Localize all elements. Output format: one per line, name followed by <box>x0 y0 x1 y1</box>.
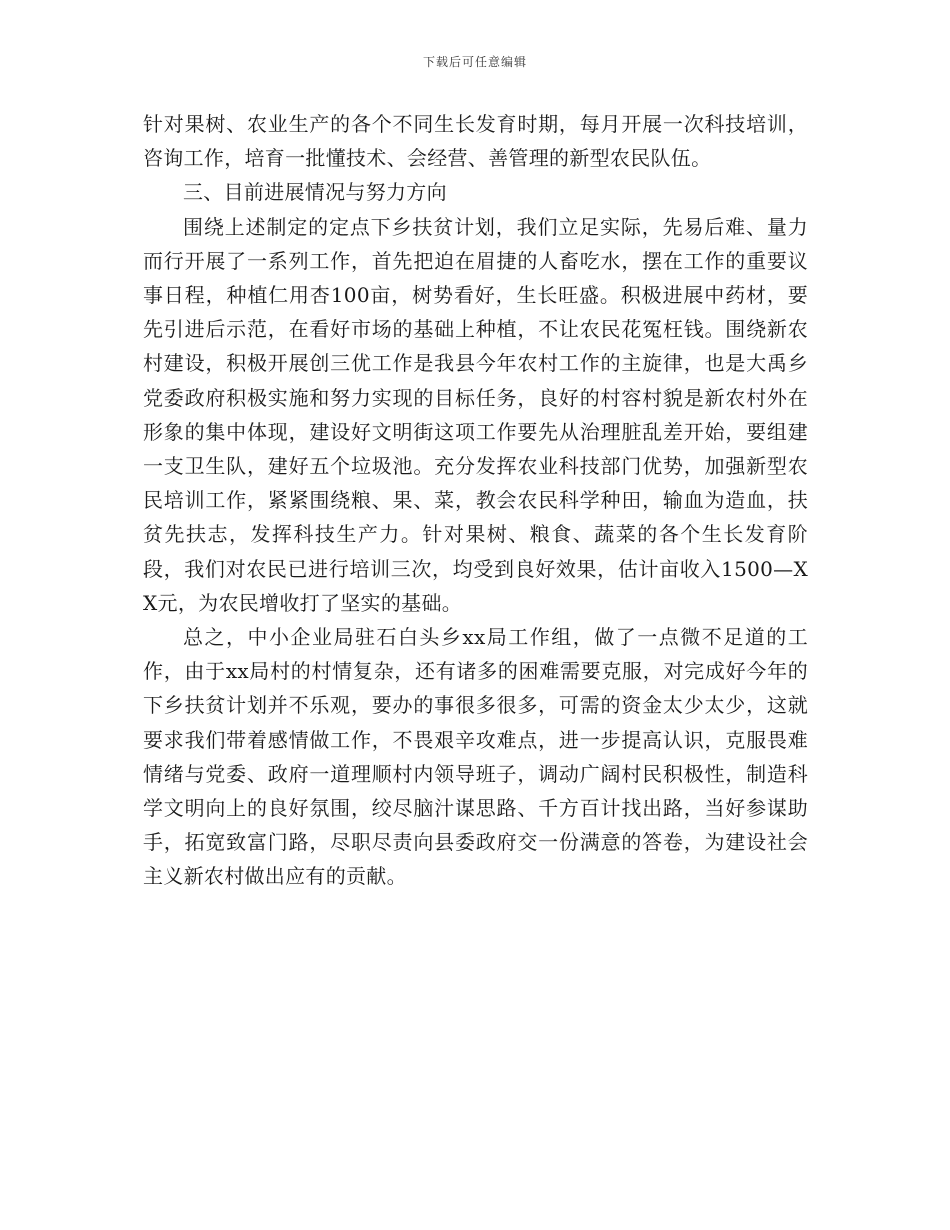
paragraph-progress: 围绕上述制定的定点下乡扶贫计划，我们立足实际，先易后难、量力而行开展了一系列工作，首先把迫在眉捷的人畜吃水，摆在工作的重要议事日程，种植仁用杏100亩，树势看好，生长旺盛。积极进展中药材，要先引进后示范，在看好市场的基础上种植，不让农民花冤枉钱。围绕新农村建设，积极开展创三优工作是我县今年农村工作的主旋律，也是大禹乡党委政府积极实施和努力实现的目标任务，良好的村容村貌是新农村外在形象的集中体现，建设好文明街这项工作要先从治理脏乱差开始，要组建一支卫生队，建好五个垃圾池。充分发挥农业科技部门优势，加强新型农民培训工作，紧紧围绕粮、果、菜，教会农民科学种田，输血为造血，扶贫先扶志，发挥科技生产力。针对果树、粮食、蔬菜的各个生长发育阶段，我们对农民已进行培训三次，均受到良好效果，估计亩收入1500—XX元，为农民增收打了坚实的基础。 <box>143 214 808 615</box>
paragraph-continuation: 针对果树、农业生产的各个不同生长发育时期，每月开展一次科技培训，咨询工作，培育一批懂技术、会经营、善管理的新型农民队伍。 <box>143 112 808 171</box>
page-header-note: 下载后可任意编辑 <box>422 55 527 69</box>
section-heading: 三、目前进展情况与努力方向 <box>183 180 447 205</box>
paragraph-summary: 总之，中小企业局驻石白头乡xx局工作组，做了一点微不足道的工作，由于xx局村的村情复杂，还有诸多的困难需要克服，对完成好今年的下乡扶贫计划并不乐观，要办的事很多很多，可需的资金太少太少，这就要求我们带着感情做工作，不畏艰辛攻难点，进一步提高认识，克服畏难情绪与党委、政府一道理顺村内领导班子，调动广阔村民积极性，制造科学文明向上的良好氛围，绞尽脑汁谋思路、千方百计找出路，当好参谋助手，拓宽致富门路，尽职尽责向县委政府交一份满意的答卷，为建设社会主义新农村做出应有的贡献。 <box>143 625 808 889</box>
document-body <box>143 107 808 894</box>
